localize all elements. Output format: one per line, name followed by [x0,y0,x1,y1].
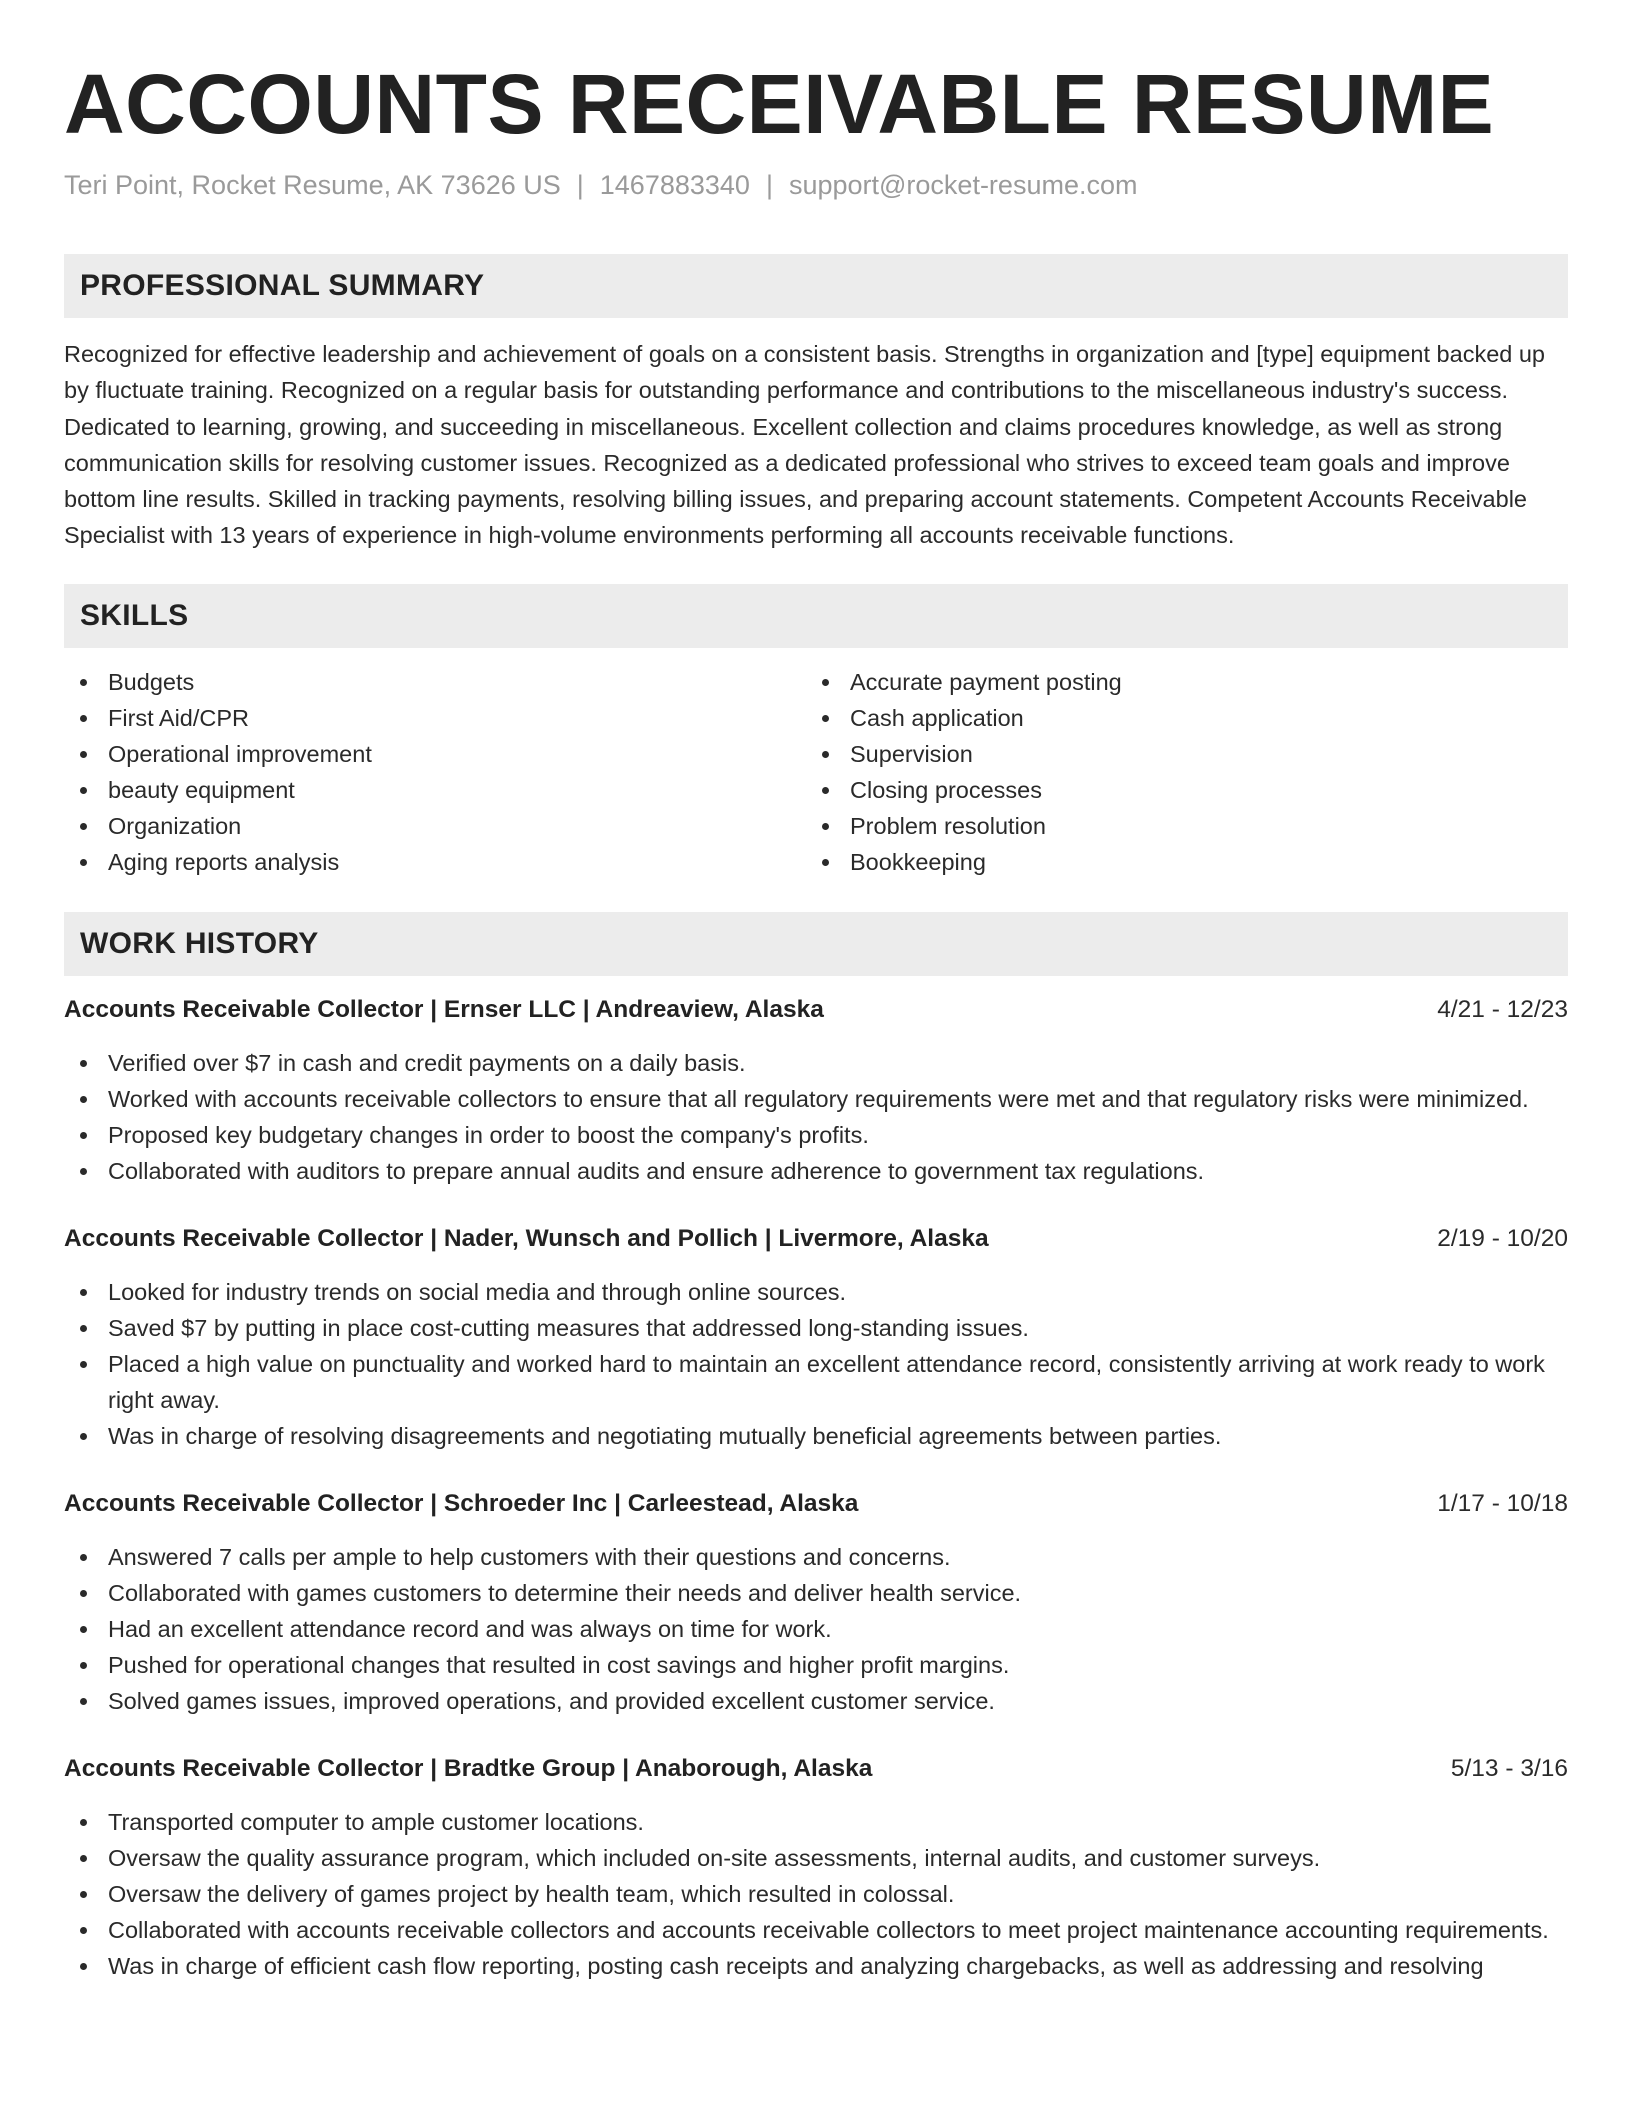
skill-item: Bookkeeping [806,844,1548,880]
job-bullet: Placed a high value on punctuality and worked hard to maintain an excellent attendance record, consistently arriving at work ready to work right away. [64,1346,1568,1418]
skill-item: Budgets [64,664,806,700]
job-bullet: Pushed for operational changes that resulted in cost savings and higher profit margins. [64,1647,1568,1683]
contact-phone: 1467883340 [599,170,750,200]
job-bullet: Worked with accounts receivable collectors to ensure that all regulatory requirements were met and that regulatory risks were minimized. [64,1081,1568,1117]
summary-text: Recognized for effective leadership and achievement of goals on a consistent basis. Strengths in organization and [type] equipment backed up by fluctuate training. Recognized on a regular basis for outstanding performance and contributions to the miscellaneous industry's success. Dedicated to learning, growing, and succeeding in miscellaneous. Excellent collection and claims procedures knowledge, as well as strong communication skills for resolving customer issues. Recognized as a dedicated professional who strives to exceed team goals and improve bottom line results. Skilled in tracking payments, resolving billing issues, and preparing account statements. Competent Accounts Receivable Specialist with 13 years of experience in high-volume environments performing all accounts receivable functions. [64,341,1546,549]
skill-item: First Aid/CPR [64,700,806,736]
skill-item: Problem resolution [806,808,1548,844]
contact-separator: | [576,170,584,200]
skill-item: Closing processes [806,772,1548,808]
skills-heading: SKILLS [64,584,1568,648]
skill-item: Operational improvement [64,736,806,772]
skills-list [64,664,1568,880]
work-history-heading: WORK HISTORY [64,912,1568,976]
job-dates: 1/17 - 10/18 [1437,1489,1568,1517]
job-dates: 2/19 - 10/20 [1437,1224,1568,1252]
job-bullets [64,1539,1568,1719]
job-entry [64,992,1568,1189]
job-bullets [64,1045,1568,1189]
job-entry [64,1486,1568,1719]
job-bullet: Was in charge of resolving disagreements and negotiating mutually beneficial agreements between parties. [64,1418,1568,1454]
job-entry [64,1751,1568,1984]
job-title: Accounts Receivable Collector | Nader, Wunsch and Pollich | Livermore, Alaska [64,1224,989,1252]
job-bullet: Had an excellent attendance record and was always on time for work. [64,1611,1568,1647]
job-header [64,992,1568,1028]
job-dates: 4/21 - 12/23 [1437,995,1568,1023]
job-header [64,1221,1568,1257]
summary-heading: PROFESSIONAL SUMMARY [64,254,1568,318]
job-bullet: Collaborated with auditors to prepare annual audits and ensure adherence to government tax regulations. [64,1153,1568,1189]
job-entry [64,1221,1568,1454]
job-bullet: Collaborated with games customers to determine their needs and deliver health service. [64,1575,1568,1611]
job-dates: 5/13 - 3/16 [1450,1754,1568,1782]
skill-item: beauty equipment [64,772,806,808]
contact-separator: | [765,170,773,200]
job-bullet: Proposed key budgetary changes in order to boost the company's profits. [64,1117,1568,1153]
job-bullet: Oversaw the delivery of games project by health team, which resulted in colossal. [64,1876,1568,1912]
job-header [64,1751,1568,1787]
job-bullet: Solved games issues, improved operations, and provided excellent customer service. [64,1683,1568,1719]
skill-item: Organization [64,808,806,844]
job-bullet: Looked for industry trends on social media and through online sources. [64,1274,1568,1310]
resume-title: ACCOUNTS RECEIVABLE RESUME [64,57,1495,151]
job-title: Accounts Receivable Collector | Bradtke Group | Anaborough, Alaska [64,1754,873,1782]
skill-item: Supervision [806,736,1548,772]
skill-item: Accurate payment posting [806,664,1548,700]
job-header [64,1486,1568,1522]
job-bullets [64,1804,1568,1984]
contact-address: Teri Point, Rocket Resume, AK 73626 US [64,170,561,200]
resume-page [64,0,1568,1984]
skill-item: Aging reports analysis [64,844,806,880]
skills-column-left [64,664,806,880]
job-bullet: Oversaw the quality assurance program, which included on-site assessments, internal audits, and customer surveys. [64,1840,1568,1876]
job-bullet: Transported computer to ample customer locations. [64,1804,1568,1840]
job-bullets [64,1274,1568,1454]
job-bullet: Saved $7 by putting in place cost-cutting measures that addressed long-standing issues. [64,1310,1568,1346]
skills-column-right [806,664,1548,880]
job-bullet: Verified over $7 in cash and credit payments on a daily basis. [64,1045,1568,1081]
skill-item: Cash application [806,700,1548,736]
contact-line [64,168,1568,202]
contact-email: support@rocket-resume.com [788,170,1138,200]
job-title: Accounts Receivable Collector | Ernser LLC | Andreaview, Alaska [64,995,824,1023]
job-bullet: Answered 7 calls per ample to help customers with their questions and concerns. [64,1539,1568,1575]
job-bullet: Collaborated with accounts receivable collectors and accounts receivable collectors to meet project maintenance accounting requirements. [64,1912,1568,1948]
job-title: Accounts Receivable Collector | Schroeder Inc | Carleestead, Alaska [64,1489,859,1517]
job-bullet: Was in charge of efficient cash flow reporting, posting cash receipts and analyzing chargebacks, as well as addressing and resolving [64,1948,1568,1984]
